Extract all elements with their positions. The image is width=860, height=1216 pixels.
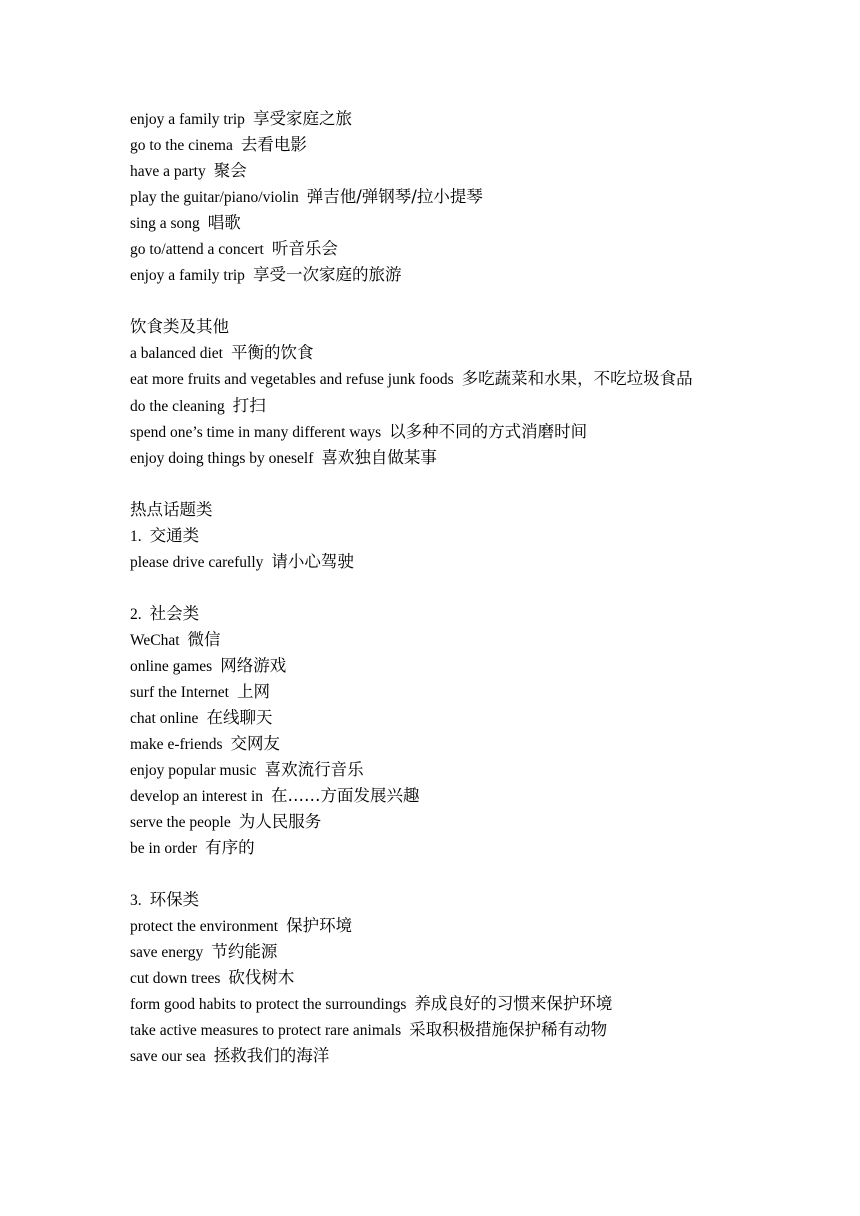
phrase-english: serve the people xyxy=(130,814,231,831)
phrase-chinese: 聚会 xyxy=(213,161,247,180)
phrase-english: save energy xyxy=(130,944,204,961)
phrase-english: chat online xyxy=(130,710,199,727)
diet-list xyxy=(130,340,740,471)
phrase-english: please drive carefully xyxy=(130,554,264,571)
phrase-chinese: 在线聊天 xyxy=(206,708,273,727)
phrase-english: go to the cinema xyxy=(130,137,233,154)
phrase-row xyxy=(130,835,740,861)
phrase-english: protect the environment xyxy=(130,918,279,935)
subsection-heading-traffic xyxy=(130,523,740,549)
phrase-row xyxy=(130,366,740,393)
phrase-english: do the cleaning xyxy=(130,398,225,415)
phrase-row xyxy=(130,627,740,653)
phrase-row xyxy=(130,158,740,184)
phrase-english: cut down trees xyxy=(130,970,221,987)
phrase-chinese: 在……方面发展兴趣 xyxy=(271,786,420,805)
phrase-chinese: 喜欢流行音乐 xyxy=(264,760,364,779)
phrase-row xyxy=(130,210,740,236)
subsection-number: 2. xyxy=(130,606,142,623)
society-list xyxy=(130,627,740,861)
phrase-english: play the guitar/piano/violin xyxy=(130,189,299,206)
phrase-english: spend one’s time in many different ways xyxy=(130,424,382,441)
phrase-chinese: 平衡的饮食 xyxy=(230,343,314,362)
phrase-row xyxy=(130,549,740,575)
phrase-english: a balanced diet xyxy=(130,345,223,362)
phrase-chinese: 节约能源 xyxy=(211,942,278,961)
phrase-english: form good habits to protect the surroundings xyxy=(130,996,407,1013)
phrase-chinese: 以多种不同的方式消磨时间 xyxy=(389,422,588,441)
phrase-row xyxy=(130,653,740,679)
phrase-english: save our sea xyxy=(130,1048,206,1065)
subsection-title: 交通类 xyxy=(149,526,200,545)
phrase-english: WeChat xyxy=(130,632,180,649)
phrase-chinese: 保护环境 xyxy=(286,916,353,935)
phrase-chinese: 为人民服务 xyxy=(238,812,322,831)
leisure-list xyxy=(130,106,740,288)
phrase-row xyxy=(130,679,740,705)
phrase-row xyxy=(130,340,740,366)
phrase-chinese: 微信 xyxy=(187,630,221,649)
phrase-chinese: 弹吉他/弹钢琴/拉小提琴 xyxy=(306,187,483,206)
phrase-row xyxy=(130,419,740,445)
phrase-chinese: 上网 xyxy=(237,682,270,701)
phrase-chinese: 享受家庭之旅 xyxy=(252,109,352,128)
phrase-row xyxy=(130,965,740,991)
phrase-row xyxy=(130,705,740,731)
phrase-english: take active measures to protect rare animals xyxy=(130,1022,402,1039)
phrase-english: eat more fruits and vegetables and refuse junk foods xyxy=(130,371,454,388)
phrase-english: enjoy a family trip xyxy=(130,267,245,284)
phrase-row xyxy=(130,445,740,471)
phrase-row xyxy=(130,991,740,1017)
phrase-row xyxy=(130,1017,740,1043)
phrase-row xyxy=(130,939,740,965)
phrase-chinese: 砍伐树木 xyxy=(228,968,295,987)
blank-line xyxy=(130,861,740,887)
phrase-row xyxy=(130,184,740,210)
phrase-english: enjoy doing things by oneself xyxy=(130,450,314,467)
phrase-chinese: 网络游戏 xyxy=(220,656,287,675)
phrase-english: sing a song xyxy=(130,215,200,232)
phrase-row xyxy=(130,106,740,132)
phrase-row xyxy=(130,757,740,783)
phrase-row xyxy=(130,1043,740,1069)
phrase-chinese: 去看电影 xyxy=(240,135,307,154)
phrase-chinese: 唱歌 xyxy=(207,213,241,232)
phrase-english: online games xyxy=(130,658,213,675)
document-body xyxy=(130,106,740,1069)
phrase-row xyxy=(130,809,740,835)
phrase-english: have a party xyxy=(130,163,206,180)
phrase-english: surf the Internet xyxy=(130,684,229,701)
blank-line xyxy=(130,471,740,497)
phrase-row xyxy=(130,262,740,288)
subsection-title: 环保类 xyxy=(149,890,200,909)
phrase-row xyxy=(130,783,740,809)
phrase-chinese: 多吃蔬菜和水果，不吃垃圾食品 xyxy=(461,369,693,388)
phrase-chinese: 喜欢独自做某事 xyxy=(321,448,437,467)
subsection-number: 1. xyxy=(130,528,142,545)
traffic-list xyxy=(130,549,740,575)
subsection-heading-society xyxy=(130,601,740,627)
section-heading-diet: 饮食类及其他 xyxy=(130,317,229,336)
phrase-english: enjoy a family trip xyxy=(130,111,245,128)
subsection-number: 3. xyxy=(130,892,142,909)
phrase-row xyxy=(130,236,740,262)
section-heading-hot-topics: 热点话题类 xyxy=(130,500,213,519)
phrase-chinese: 享受一次家庭的旅游 xyxy=(252,265,402,284)
phrase-row xyxy=(130,913,740,939)
phrase-english: go to/attend a concert xyxy=(130,241,264,258)
phrase-chinese: 采取积极措施保护稀有动物 xyxy=(409,1020,608,1039)
environment-list xyxy=(130,913,740,1069)
phrase-chinese: 交网友 xyxy=(230,734,281,753)
phrase-chinese: 有序的 xyxy=(205,838,255,857)
phrase-chinese: 养成良好的习惯来保护环境 xyxy=(414,994,613,1013)
phrase-english: enjoy popular music xyxy=(130,762,257,779)
phrase-chinese: 打扫 xyxy=(232,396,266,415)
phrase-english: develop an interest in xyxy=(130,788,263,805)
phrase-english: be in order xyxy=(130,840,198,857)
blank-line xyxy=(130,288,740,314)
phrase-chinese: 听音乐会 xyxy=(271,239,338,258)
subsection-title: 社会类 xyxy=(149,604,200,623)
blank-line xyxy=(130,575,740,601)
phrase-row xyxy=(130,132,740,158)
phrase-english: make e-friends xyxy=(130,736,223,753)
phrase-chinese: 拯救我们的海洋 xyxy=(213,1046,330,1065)
phrase-chinese: 请小心驾驶 xyxy=(271,552,354,571)
phrase-row xyxy=(130,731,740,757)
phrase-row xyxy=(130,393,740,419)
subsection-heading-environment xyxy=(130,887,740,913)
